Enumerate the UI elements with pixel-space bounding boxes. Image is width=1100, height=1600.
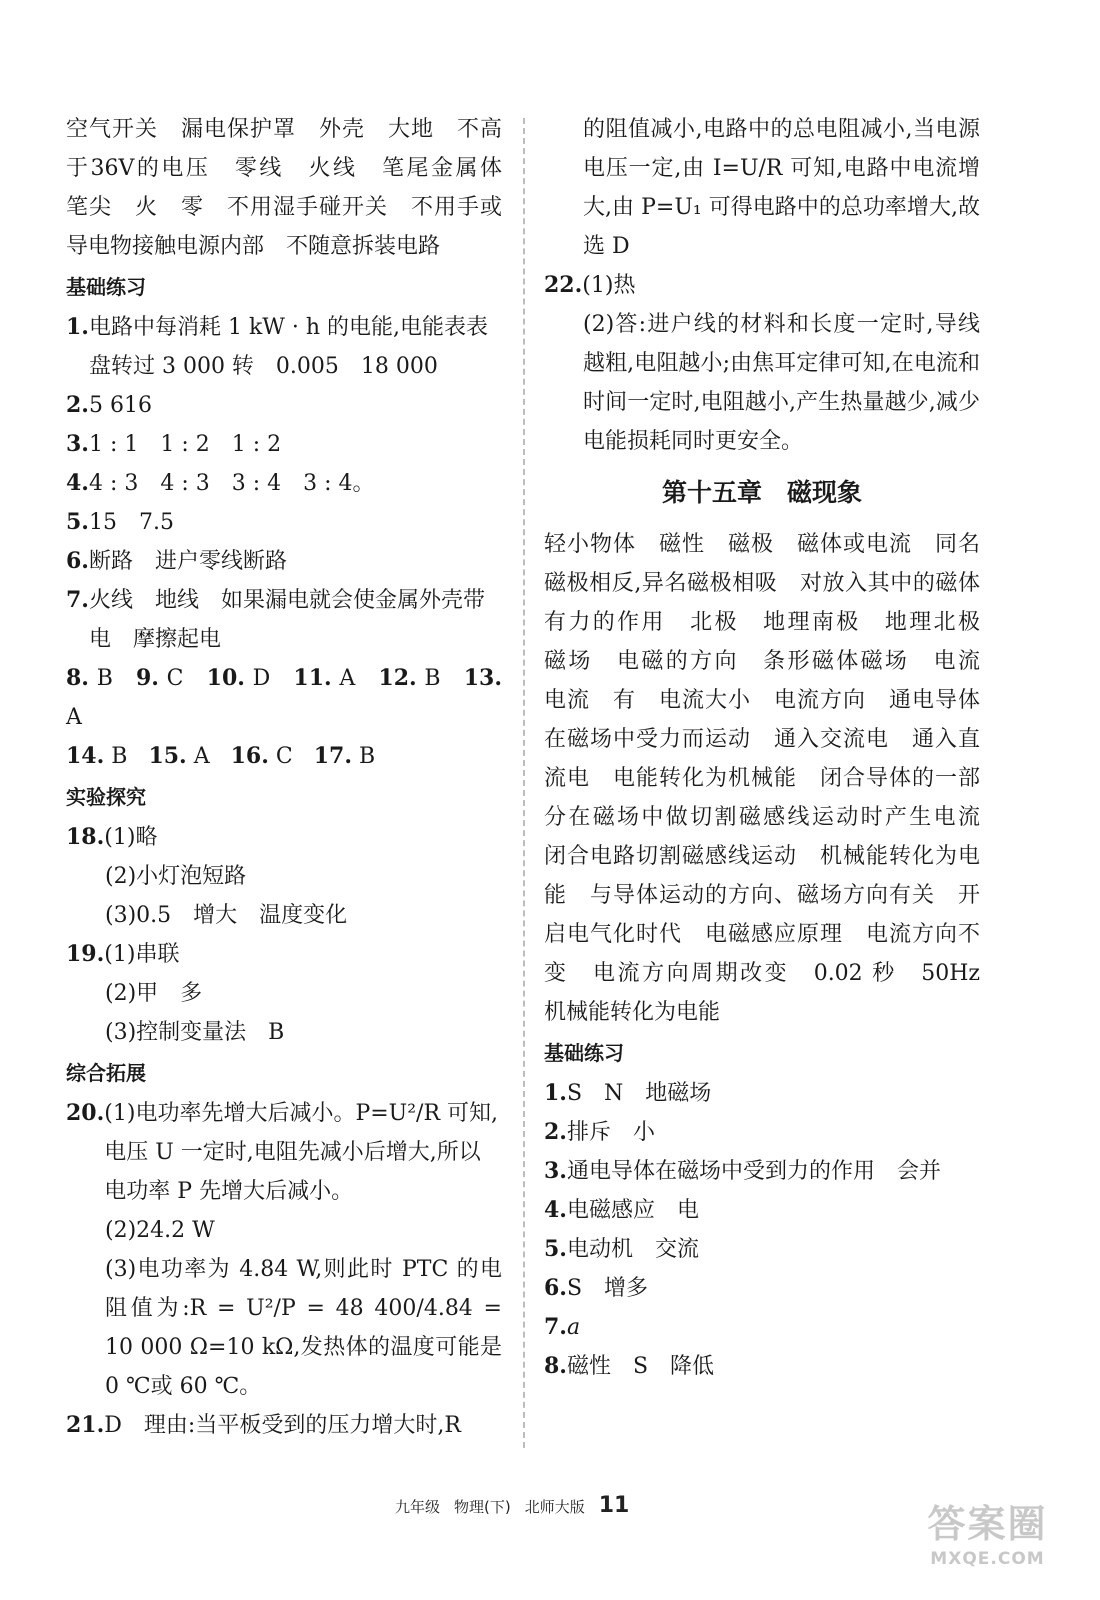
right-intro-text: 轻小物体 磁性 磁极 磁体或电流 同名磁极相反,异名磁极相吸 对放入其中的磁体有力的作用 北极 地理南极 地理北极 磁场 电磁的方向 条形磁体磁场 电流 电流 有 电流大小 电流方向 通电导体在磁场中受力而运动 通入交流电 通入直流电 电能转化为机械能 闭合导体的一部分在磁场中做切割磁感线运动时产生电流 闭合电路切割磁感线运动 机械能转化为电能 与导体运动的方向、磁场方向有关 开启电气化时代 电磁感应原理 电流方向不变 电流方向周期改变 0.02 秒 50Hz 机械能转化为电能 bbox=[544, 532, 1003, 1025]
page-number: 11 bbox=[598, 1493, 630, 1518]
answer-item-19: 19. (1)串联 bbox=[66, 941, 180, 967]
footer-subject: 物理(下) bbox=[454, 1498, 511, 1516]
answer-item-22: 22. (1)热 bbox=[544, 272, 636, 298]
answer-item: 7. 火线 地线 如果漏电就会使金属外壳带电 摩擦起电 bbox=[66, 587, 485, 652]
column-divider bbox=[523, 118, 525, 1448]
answer-item: 3. 通电导体在磁场中受到力的作用 会并 bbox=[544, 1158, 941, 1184]
watermark-text: 答案圈 bbox=[927, 1502, 1048, 1546]
answer-item: 6. 断路 进户零线断路 bbox=[66, 548, 287, 574]
answer-sub-part: (3)控制变量法 B bbox=[105, 1020, 285, 1045]
answer-item: 7. a bbox=[544, 1314, 581, 1340]
answer-sub-part: (2)答:进户线的材料和长度一定时,导线越粗,电阻越小;由焦耳定律可知,在电流和时间一定时,电阻越小,产生热量越少,减少电能损耗同时更安全。 bbox=[583, 312, 980, 454]
answer-sub-part: (2)24.2 W bbox=[105, 1218, 215, 1243]
right-column bbox=[544, 110, 1003, 1386]
answer-sub-part: (2)甲 多 bbox=[105, 981, 203, 1006]
answer-item: 5. 电动机 交流 bbox=[544, 1236, 699, 1262]
section-title-experiment: 实验探究 bbox=[66, 785, 146, 809]
left-intro-text: 空气开关 漏电保护罩 外壳 大地 不高于36V的电压 零线 火线 笔尾金属体 笔尖 火 零 不用湿手碰开关 不用手或导电物接触电源内部 不随意拆装电路 bbox=[66, 117, 525, 259]
chapter-title: 第十五章 磁现象 bbox=[661, 478, 862, 507]
answer-item: 1. S N 地磁场 bbox=[544, 1080, 712, 1106]
choice-answers-row-2: 14. B 15. A 16. C 17. B bbox=[66, 743, 376, 769]
watermark-url: MXQE.COM bbox=[930, 1549, 1045, 1569]
page-footer bbox=[395, 1493, 629, 1518]
watermark-logo bbox=[905, 1500, 1070, 1590]
section-title-basic: 基础练习 bbox=[66, 275, 146, 299]
answer-item-20: 20. (1)电功率先增大后减小。P=U²/R 可知,电压 U 一定时,电阻先减小后增大,所以电功率 P 先增大后减小。 bbox=[66, 1100, 499, 1204]
answer-item: 2. 排斥 小 bbox=[544, 1119, 655, 1145]
answer-item: 1. 电路中每消耗 1 kW · h 的电能,电能表表盘转过 3 000 转 0.005 18 000 bbox=[66, 314, 489, 379]
answer-item: 8. 磁性 S 降低 bbox=[544, 1353, 715, 1379]
answer-sub-part: (2)小灯泡短路 bbox=[105, 864, 247, 889]
answer-sub-part: (3)电功率为 4.84 W,则此时 PTC 的电阻值为:R = U²/P = 48 400/4.84 = 10 000 Ω=10 kΩ,发热体的温度可能是 0 ℃或 60 ℃。 bbox=[105, 1257, 502, 1399]
answer-item: 4. 4 : 3 4 : 3 3 : 4 3 : 4。 bbox=[66, 470, 375, 496]
answer-sub-part: (3)0.5 增大 温度变化 bbox=[105, 903, 348, 928]
answer-item: 3. 1 : 1 1 : 2 1 : 2 bbox=[66, 431, 282, 457]
answer-item: 2. 5 616 bbox=[66, 392, 152, 418]
answer-item: 4. 电磁感应 电 bbox=[544, 1197, 699, 1223]
answer-item-18: 18. (1)略 bbox=[66, 824, 158, 850]
footer-edition: 北师大版 bbox=[524, 1498, 585, 1516]
answer-item: 6. S 增多 bbox=[544, 1275, 649, 1301]
answer-item: 5. 15 7.5 bbox=[66, 509, 174, 535]
choice-answers-row-1: 8. B 9. C 10. D 11. A 12. B 13. A bbox=[66, 665, 502, 730]
section-title-basic: 基础练习 bbox=[544, 1041, 624, 1065]
answer-21-continued: 的阻值减小,电路中的总电阻减小,当电源电压一定,由 I=U/R 可知,电路中电流增大,由 P=U₁ 可得电路中的总功率增大,故选 D bbox=[583, 117, 980, 259]
section-title-extension: 综合拓展 bbox=[66, 1061, 146, 1085]
footer-grade: 九年级 bbox=[395, 1498, 441, 1516]
left-column bbox=[66, 110, 525, 1445]
answer-item-21: 21. D 理由:当平板受到的压力增大时,R bbox=[66, 1412, 461, 1438]
